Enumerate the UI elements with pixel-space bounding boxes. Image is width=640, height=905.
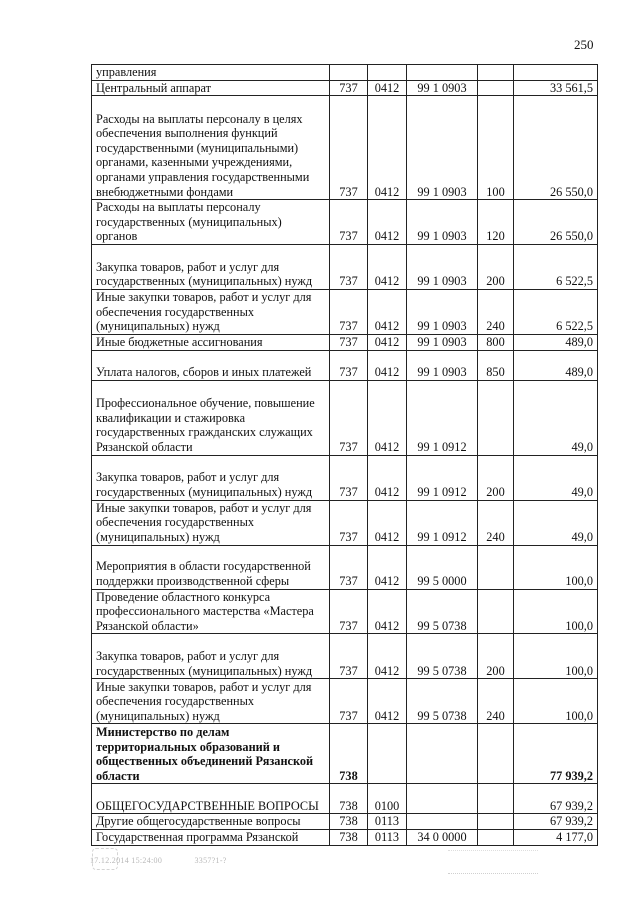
row-name: Государственная программа Рязанской <box>92 829 330 845</box>
row-ministry-code: 738 <box>330 814 368 830</box>
row-expense-kind <box>478 784 514 814</box>
row-sum: 6 522,5 <box>514 289 598 334</box>
row-target-article <box>407 814 478 830</box>
row-sum: 6 522,5 <box>514 244 598 289</box>
table-row <box>92 244 598 289</box>
row-ministry-code <box>330 65 368 81</box>
row-ministry-code: 737 <box>330 545 368 589</box>
row-sum: 49,0 <box>514 455 598 500</box>
row-sum: 33 561,5 <box>514 80 598 96</box>
row-name: Иные закупки товаров, работ и услуг для обеспечения государственных (муниципальных) нужд <box>92 500 330 545</box>
row-expense-kind: 240 <box>478 500 514 545</box>
row-name: Мероприятия в области государственной поддержки производственной сферы <box>92 545 330 589</box>
row-name: управления <box>92 65 330 81</box>
row-ministry-code: 737 <box>330 289 368 334</box>
row-name: Иные закупки товаров, работ и услуг для обеспечения государственных (муниципальных) нужд <box>92 289 330 334</box>
budget-table-body <box>92 65 598 846</box>
table-row <box>92 334 598 350</box>
row-sum: 26 550,0 <box>514 200 598 245</box>
row-target-article: 99 1 0903 <box>407 200 478 245</box>
row-target-article: 34 0 0000 <box>407 829 478 845</box>
row-section-code: 0412 <box>368 589 407 634</box>
row-section-code: 0412 <box>368 350 407 380</box>
row-target-article: 99 1 0903 <box>407 80 478 96</box>
budget-table <box>91 64 598 846</box>
table-row <box>92 380 598 455</box>
row-section-code: 0412 <box>368 96 407 200</box>
row-sum: 49,0 <box>514 500 598 545</box>
row-name: Проведение областного конкурса профессионального мастерства «Мастера Рязанской области» <box>92 589 330 634</box>
row-expense-kind <box>478 589 514 634</box>
row-name: Центральный аппарат <box>92 80 330 96</box>
row-sum: 489,0 <box>514 334 598 350</box>
row-sum: 489,0 <box>514 350 598 380</box>
table-row <box>92 679 598 724</box>
table-row <box>92 80 598 96</box>
row-section-code: 0412 <box>368 545 407 589</box>
table-row <box>92 96 598 200</box>
row-target-article: 99 1 0903 <box>407 96 478 200</box>
row-section-code: 0113 <box>368 829 407 845</box>
row-sum: 100,0 <box>514 545 598 589</box>
row-section-code: 0412 <box>368 455 407 500</box>
row-target-article: 99 5 0000 <box>407 545 478 589</box>
row-sum: 67 939,2 <box>514 814 598 830</box>
table-row <box>92 829 598 845</box>
footer-doc-number: 3357?1-? <box>194 856 227 865</box>
table-row <box>92 545 598 589</box>
row-ministry-code: 737 <box>330 634 368 679</box>
row-expense-kind: 200 <box>478 634 514 679</box>
row-name: Другие общегосударственные вопросы <box>92 814 330 830</box>
row-expense-kind: 100 <box>478 96 514 200</box>
row-expense-kind: 200 <box>478 244 514 289</box>
row-name: Расходы на выплаты персоналу государственных (муниципальных) органов <box>92 200 330 245</box>
row-sum: 100,0 <box>514 589 598 634</box>
row-ministry-code: 738 <box>330 724 368 784</box>
row-expense-kind <box>478 545 514 589</box>
row-expense-kind <box>478 65 514 81</box>
row-expense-kind <box>478 724 514 784</box>
row-ministry-code: 737 <box>330 96 368 200</box>
row-sum: 77 939,2 <box>514 724 598 784</box>
row-section-code: 0412 <box>368 289 407 334</box>
table-row <box>92 200 598 245</box>
row-expense-kind: 800 <box>478 334 514 350</box>
row-section-code: 0412 <box>368 380 407 455</box>
row-section-code <box>368 724 407 784</box>
row-section-code: 0412 <box>368 244 407 289</box>
row-sum: 4 177,0 <box>514 829 598 845</box>
row-target-article <box>407 65 478 81</box>
row-name: Министерство по делам территориальных образований и общественных объединений Рязанской области <box>92 724 330 784</box>
row-ministry-code: 737 <box>330 334 368 350</box>
row-expense-kind: 240 <box>478 679 514 724</box>
row-target-article: 99 1 0903 <box>407 334 478 350</box>
row-target-article: 99 1 0903 <box>407 350 478 380</box>
row-name: Закупка товаров, работ и услуг для государственных (муниципальных) нужд <box>92 244 330 289</box>
row-expense-kind <box>478 814 514 830</box>
row-target-article <box>407 784 478 814</box>
row-ministry-code: 738 <box>330 784 368 814</box>
row-target-article: 99 5 0738 <box>407 679 478 724</box>
table-row <box>92 814 598 830</box>
table-row <box>92 350 598 380</box>
table-row <box>92 589 598 634</box>
row-expense-kind: 200 <box>478 455 514 500</box>
row-sum: 100,0 <box>514 634 598 679</box>
row-ministry-code: 738 <box>330 829 368 845</box>
row-name: Иные бюджетные ассигнования <box>92 334 330 350</box>
row-expense-kind: 850 <box>478 350 514 380</box>
table-row <box>92 289 598 334</box>
row-section-code: 0412 <box>368 500 407 545</box>
row-ministry-code: 737 <box>330 455 368 500</box>
row-expense-kind <box>478 829 514 845</box>
row-expense-kind <box>478 380 514 455</box>
row-sum: 100,0 <box>514 679 598 724</box>
row-section-code: 0100 <box>368 784 407 814</box>
page-number: 250 <box>574 37 594 52</box>
table-row <box>92 784 598 814</box>
row-section-code: 0412 <box>368 334 407 350</box>
row-name: ОБЩЕГОСУДАРСТВЕННЫЕ ВОПРОСЫ <box>92 784 330 814</box>
row-name: Профессиональное обучение, повышение квалификации и стажировка государственных гражданских служащих Рязанской области <box>92 380 330 455</box>
row-expense-kind: 240 <box>478 289 514 334</box>
document-footer <box>90 856 257 865</box>
row-sum <box>514 65 598 81</box>
row-target-article: 99 1 0903 <box>407 289 478 334</box>
row-ministry-code: 737 <box>330 679 368 724</box>
row-sum: 49,0 <box>514 380 598 455</box>
row-section-code: 0412 <box>368 200 407 245</box>
row-target-article: 99 1 0912 <box>407 380 478 455</box>
table-row <box>92 634 598 679</box>
row-section-code: 0113 <box>368 814 407 830</box>
row-section-code: 0412 <box>368 634 407 679</box>
row-target-article: 99 1 0912 <box>407 500 478 545</box>
row-target-article: 99 5 0738 <box>407 589 478 634</box>
row-ministry-code: 737 <box>330 589 368 634</box>
row-ministry-code: 737 <box>330 350 368 380</box>
row-section-code: 0412 <box>368 80 407 96</box>
row-name: Иные закупки товаров, работ и услуг для обеспечения государственных (муниципальных) нужд <box>92 679 330 724</box>
row-ministry-code: 737 <box>330 380 368 455</box>
row-name: Закупка товаров, работ и услуг для государственных (муниципальных) нужд <box>92 455 330 500</box>
row-sum: 67 939,2 <box>514 784 598 814</box>
signature-mark <box>448 850 538 874</box>
row-expense-kind: 120 <box>478 200 514 245</box>
row-ministry-code: 737 <box>330 500 368 545</box>
row-target-article <box>407 724 478 784</box>
row-expense-kind <box>478 80 514 96</box>
row-ministry-code: 737 <box>330 80 368 96</box>
row-section-code <box>368 65 407 81</box>
row-ministry-code: 737 <box>330 200 368 245</box>
table-row <box>92 455 598 500</box>
row-name: Уплата налогов, сборов и иных платежей <box>92 350 330 380</box>
row-name: Закупка товаров, работ и услуг для государственных (муниципальных) нужд <box>92 634 330 679</box>
row-section-code: 0412 <box>368 679 407 724</box>
row-name: Расходы на выплаты персоналу в целях обеспечения выполнения функций государственными (муниципальными) органами, казенными учреждениями, органами управления государственными внебюджетными фондами <box>92 96 330 200</box>
row-target-article: 99 5 0738 <box>407 634 478 679</box>
row-sum: 26 550,0 <box>514 96 598 200</box>
footer-timestamp: 17.12.2014 15:24:00 <box>90 856 163 865</box>
table-row <box>92 500 598 545</box>
table-row <box>92 724 598 784</box>
row-target-article: 99 1 0903 <box>407 244 478 289</box>
row-ministry-code: 737 <box>330 244 368 289</box>
row-target-article: 99 1 0912 <box>407 455 478 500</box>
table-row <box>92 65 598 81</box>
